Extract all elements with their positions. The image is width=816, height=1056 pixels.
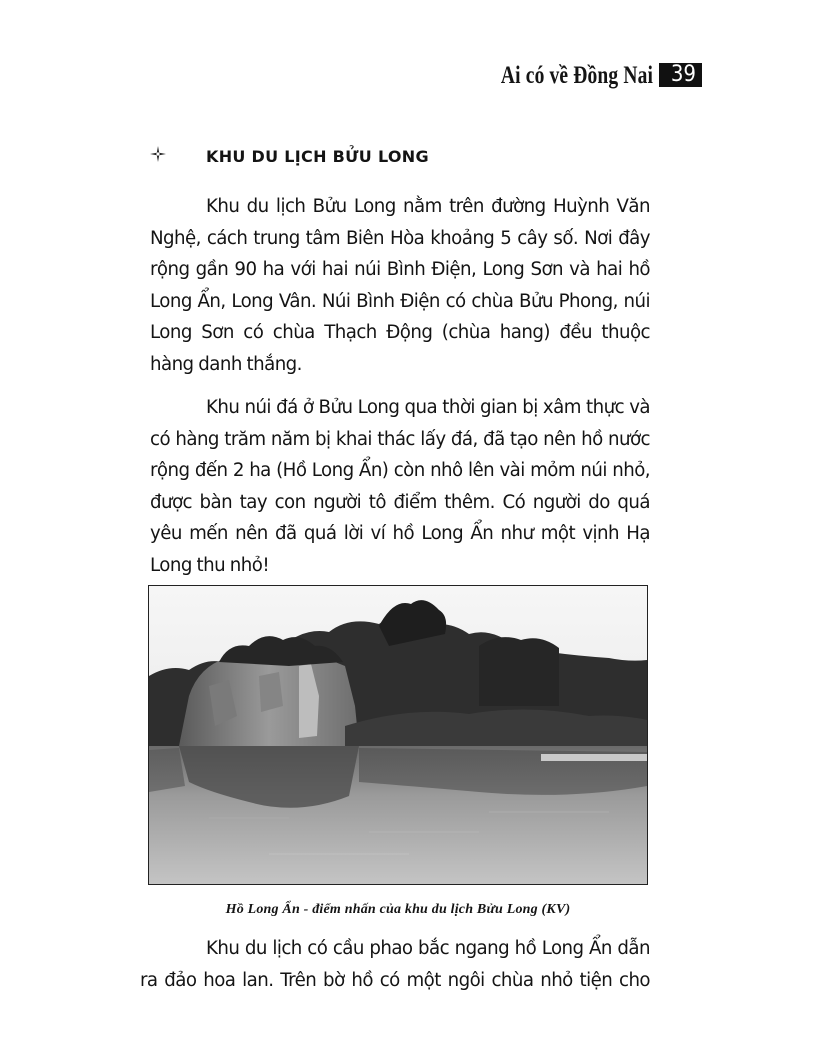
text-line: rộng gần 90 ha với hai núi Bình Điện, Long Sơn và hai hồ xyxy=(150,259,650,281)
section-title: KHU DU LỊCH BỬU LONG xyxy=(206,146,429,166)
running-title: Ai có về Đồng Nai xyxy=(500,62,653,89)
text-line: Khu du lịch Bửu Long nằm trên đường Huỳnh Văn xyxy=(206,196,650,217)
text-line: có hàng trăm năm bị khai thác lấy đá, đã tạo nên hồ nước xyxy=(150,428,650,450)
lake-photo xyxy=(148,585,648,885)
text-line: Khu du lịch có cầu phao bắc ngang hồ Long Ẩn dẫn xyxy=(206,938,650,959)
text-line: rộng đến 2 ha (Hồ Long Ẩn) còn nhô lên vài mỏm núi nhỏ, xyxy=(150,460,650,482)
running-header xyxy=(458,58,702,94)
lake-photo-illustration xyxy=(149,586,647,884)
paragraph-2 xyxy=(150,392,650,582)
section-heading xyxy=(150,146,429,166)
paragraph-1 xyxy=(150,191,650,381)
text-line: được bàn tay con người tô điểm thêm. Có người do quá xyxy=(150,491,650,513)
page-number: 39 xyxy=(659,63,702,87)
four-point-star-bullet-icon xyxy=(150,146,180,166)
paragraph-3 xyxy=(140,933,650,996)
photo-caption: Hồ Long Ẩn - điểm nhấn của khu du lịch Bửu Long (KV) xyxy=(225,902,571,917)
text-line: ra đảo hoa lan. Trên bờ hồ có một ngôi chùa nhỏ tiện cho xyxy=(140,969,650,991)
text-line: Long Ẩn, Long Vân. Núi Bình Điện có chùa Bửu Phong, núi xyxy=(150,290,650,312)
text-line: yêu mến nên đã quá lời ví hồ Long Ẩn như một vịnh Hạ xyxy=(150,523,650,545)
text-line: Long thu nhỏ! xyxy=(150,554,270,576)
text-line: hàng danh thắng. xyxy=(150,353,302,375)
text-line: Nghệ, cách trung tâm Biên Hòa khoảng 5 cây số. Nơi đây xyxy=(150,227,650,249)
text-line: Khu núi đá ở Bửu Long qua thời gian bị xâm thực và xyxy=(206,397,650,418)
text-line: Long Sơn có chùa Thạch Động (chùa hang) đều thuộc xyxy=(150,322,650,344)
